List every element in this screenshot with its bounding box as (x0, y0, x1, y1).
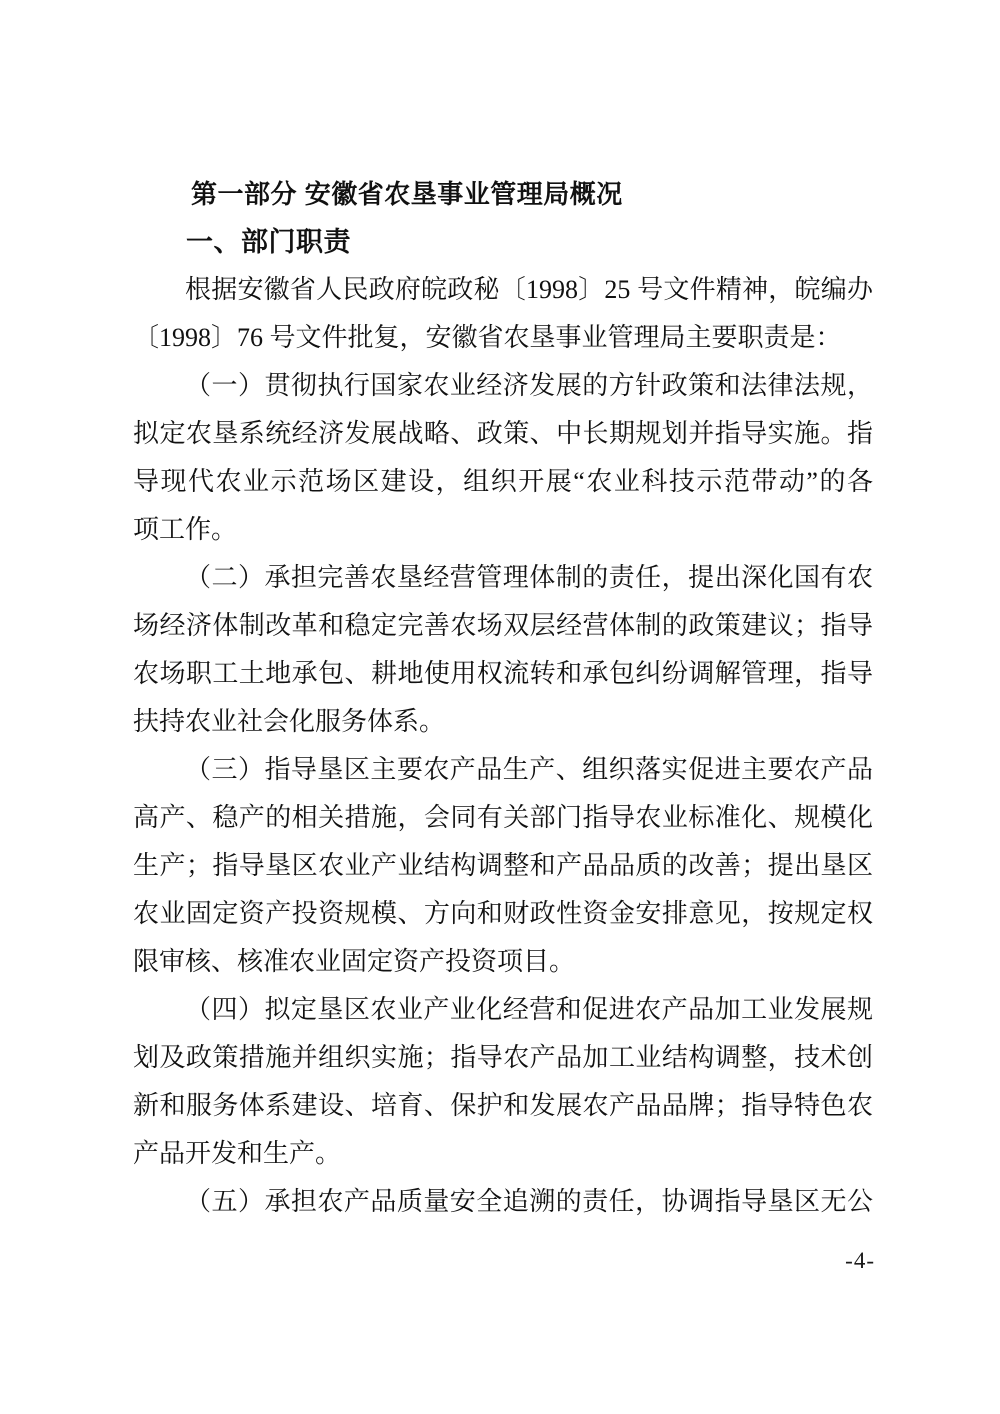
text-line: （一）贯彻执行国家农业经济发展的方针政策和法律法规， (185, 371, 873, 400)
paragraph (133, 986, 873, 1178)
paragraphs-container (133, 266, 873, 1226)
document-body (133, 170, 873, 1226)
text-line: 限审核、核准农业固定资产投资项目。 (133, 947, 576, 976)
paragraph (133, 1178, 873, 1226)
text-line: 划及政策措施并组织实施；指导农产品加工业结构调整，技术创 (133, 1043, 873, 1072)
text-line: 农场职工土地承包、耕地使用权流转和承包纠纷调解管理，指导 (133, 659, 873, 688)
text-line: 拟定农垦系统经济发展战略、政策、中长期规划并指导实施。指 (133, 419, 873, 448)
text-line: （三）指导垦区主要农产品生产、组织落实促进主要农产品 (185, 755, 873, 784)
paragraph (133, 362, 873, 554)
paragraph (133, 266, 873, 362)
text-line: 导现代农业示范场区建设，组织开展“农业科技示范带动”的各 (133, 467, 873, 496)
text-line: 〔1998〕76 号文件批复，安徽省农垦事业管理局主要职责是： (133, 323, 842, 352)
page-number: -4- (845, 1248, 875, 1273)
part-title: 第一部分 安徽省农垦事业管理局概况 (191, 179, 623, 209)
paragraph (133, 554, 873, 746)
text-line: （四）拟定垦区农业产业化经营和促进农产品加工业发展规 (185, 995, 873, 1024)
text-line: 生产；指导垦区农业产业结构调整和产品品质的改善；提出垦区 (133, 851, 873, 880)
text-line: 扶持农业社会化服务体系。 (133, 707, 446, 736)
text-line: 根据安徽省人民政府皖政秘〔1998〕25 号文件精神，皖编办 (185, 275, 873, 304)
text-line: 场经济体制改革和稳定完善农场双层经营体制的政策建议；指导 (133, 611, 873, 640)
text-line: （五）承担农产品质量安全追溯的责任，协调指导垦区无公 (185, 1187, 873, 1216)
section-heading: 一、部门职责 (186, 227, 351, 257)
text-line: 新和服务体系建设、培育、保护和发展农产品品牌；指导特色农 (133, 1091, 873, 1120)
paragraph (133, 746, 873, 986)
text-line: （二）承担完善农垦经营管理体制的责任，提出深化国有农 (185, 563, 873, 592)
text-line: 高产、稳产的相关措施，会同有关部门指导农业标准化、规模化 (133, 803, 873, 832)
text-line: 农业固定资产投资规模、方向和财政性资金安排意见，按规定权 (133, 899, 873, 928)
text-line: 产品开发和生产。 (133, 1139, 342, 1168)
text-line: 项工作。 (133, 515, 238, 544)
